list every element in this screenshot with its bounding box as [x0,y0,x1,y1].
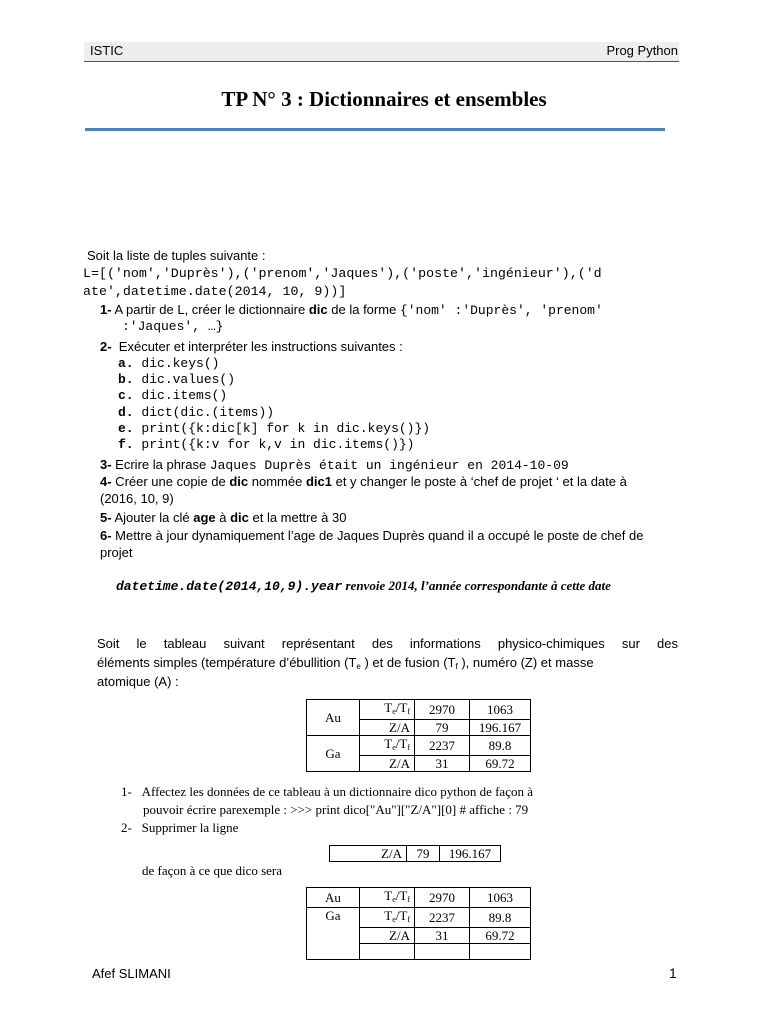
subscript: f [407,895,410,904]
q6-number: 6- [100,528,112,543]
instruction-code: print({k:v for k,v in dic.items()}) [141,436,415,452]
subscript: e [392,707,396,716]
q4-bold: dic [229,474,249,489]
subscript: f [407,707,410,716]
label-cell: Z/A [360,720,415,736]
instruction-code: dic.values() [141,372,236,388]
instruction-item [118,356,430,372]
value-cell: 196.167 [440,846,501,862]
instruction-letter: e. [118,420,134,436]
table-row [307,700,531,720]
value-cell: 1063 [470,700,531,720]
q5-bold: dic [230,510,249,525]
value-cell: 69.72 [470,928,531,944]
instruction-item [118,372,430,388]
element-cell: Ga [307,908,360,960]
value-cell: 69.72 [470,756,531,772]
te-label: T [384,736,393,751]
instruction-letter: a. [118,356,134,371]
table-row [307,736,531,756]
question-4 [100,474,627,489]
tf-label: /T [395,700,408,715]
te-label: T [384,700,393,715]
element-cell: Au [307,888,360,908]
q3-number: 3- [100,457,112,472]
value-cell: 31 [415,928,470,944]
table-row [330,846,501,862]
q6-text: Mettre à jour dynamiquement l’age de Jaques Duprès quand il a occupé le poste de chef de [111,528,644,543]
value-cell: 2237 [415,908,470,928]
subscript: e [392,915,396,924]
label-cell [360,736,415,756]
q5-text: et la mettre à 30 [248,510,347,525]
q3-text: Ecrire la phrase [111,457,210,472]
instruction-letter: f. [118,436,134,452]
instruction-item [118,388,430,404]
q1-text2: de la forme [327,302,400,317]
instruction-item [118,405,430,421]
value-cell: 196.167 [470,720,531,736]
q5-bold: age [193,510,216,525]
instruction-letter: b. [118,372,134,388]
q5-text: à [215,510,231,525]
instruction-code: dict(dic.(items)) [141,404,275,420]
q4-bold: dic1 [305,474,332,489]
q5-text: Ajouter la clé [111,510,194,525]
result-text: de façon à ce que dico sera [142,863,283,878]
subscript: f [407,743,410,752]
q1-text: Affectez les données de ce tableau à un dictionnaire dico python de façon à [141,784,533,799]
value-cell: 89.8 [470,908,531,928]
intro-text: Soit la liste de tuples suivante : [87,248,266,263]
q1-code: {'nom' :'Duprès', 'prenom' [399,303,603,318]
list-code-line2: ate',datetime.date(2014, 10, 9))] [83,284,347,299]
title-rule [85,128,665,131]
q4-text: et y changer le poste à ‘chef de projet ‘ et la date à [331,474,627,489]
deleted-row-table [329,845,501,862]
te-label: T [384,908,393,923]
subscript: f [455,662,458,671]
question-3 [100,457,569,473]
label-cell: Z/A [360,756,415,772]
value-cell: 2970 [415,888,470,908]
label-cell [360,888,415,908]
q3-code: Jaques Duprès était un ingénieur en 2014-10-09 [209,458,569,473]
part2-intro-line1: Soit le tableau suivant représentant des informations physico-chimiques sur des [97,636,678,651]
instruction-item [118,437,430,453]
label-cell [360,908,415,928]
q5-number: 5- [100,510,112,525]
question-1 [100,302,603,318]
element-cell: Au [307,700,360,736]
intro-text: ), numéro (Z) et masse [457,655,594,670]
page-title: TP N° 3 : Dictionnaires et ensembles [221,87,547,111]
instruction-letter: d. [118,404,134,420]
subscript: f [407,915,410,924]
intro-text: éléments simples (température d’ébullition (T [97,655,357,670]
header-bar [84,42,679,62]
q4-text: nommée [248,474,306,489]
value-cell: 79 [415,720,470,736]
q4-line2: (2016, 10, 9) [100,491,174,506]
q6-line2: projet [100,545,133,560]
footer-author: Afef SLIMANI [92,966,171,981]
q2-number: 2- [100,339,112,354]
label-cell: Z/A [360,928,415,944]
datetime-note [116,578,611,594]
question-2 [100,339,403,354]
note-code: datetime.date(2014,10,9).year [116,579,343,594]
part2-question-1 [121,784,533,800]
result-table [306,887,531,960]
instruction-letter: c. [118,388,134,404]
value-cell: 1063 [470,888,531,908]
note-text: renvoie 2014, l’année correspondante à cette date [342,578,611,593]
part2-q1-line2: pouvoir écrire parexemple : >>> print dico["Au"]["Z/A"][0] # affiche : 79 [143,802,529,817]
part2-intro-line2 [97,655,594,671]
subscript: e [356,662,361,671]
value-cell: 31 [415,756,470,772]
q1-text: A partir de L, créer le dictionnaire [114,302,309,317]
q4-text: Créer une copie de [111,474,230,489]
question-6 [100,528,643,543]
header-right: Prog Python [606,43,678,58]
empty-cell [415,944,470,960]
subscript: e [392,895,396,904]
q1-number: 1- [121,784,132,799]
instruction-code: dic.items() [141,388,228,404]
q2-number: 2- [121,820,132,835]
tf-label: /T [395,888,408,903]
label-cell [360,700,415,720]
tf-label: /T [395,736,408,751]
table-row [307,888,531,908]
te-label: T [384,888,393,903]
table-row [307,908,531,928]
part2-intro-line3: atomique (A) : [97,674,179,689]
value-cell: 2970 [415,700,470,720]
q2-text: Exécuter et interpréter les instructions suivantes : [118,339,403,354]
instruction-code: dic.keys() [141,356,220,371]
tf-label: /T [395,908,408,923]
empty-cell [470,944,531,960]
list-code-line1: L=[('nom','Duprès'),('prenom','Jaques'),('poste','ingénieur'),('d [83,266,602,281]
header-left: ISTIC [90,43,124,58]
q1-code-cont: :'Jaques', …} [122,319,224,334]
page-number: 1 [669,965,677,981]
intro-text: ) et de fusion (T [360,655,456,670]
empty-cell [360,944,415,960]
q4-number: 4- [100,474,112,489]
elements-table [306,699,531,772]
value-cell: 89.8 [470,736,531,756]
q2-text: Supprimer la ligne [141,820,239,835]
q1-number: 1- [100,302,112,317]
value-cell: 2237 [415,736,470,756]
instruction-item [118,421,430,437]
part2-question-2 [121,820,238,836]
question-5 [100,510,346,525]
value-cell: 79 [407,846,440,862]
element-cell: Ga [307,736,360,772]
instruction-code: print({k:dic[k] for k in dic.keys()}) [141,420,431,436]
subscript: e [392,743,396,752]
instruction-list [118,356,430,453]
label-cell: Z/A [330,846,407,862]
q1-bold: dic [308,302,328,317]
